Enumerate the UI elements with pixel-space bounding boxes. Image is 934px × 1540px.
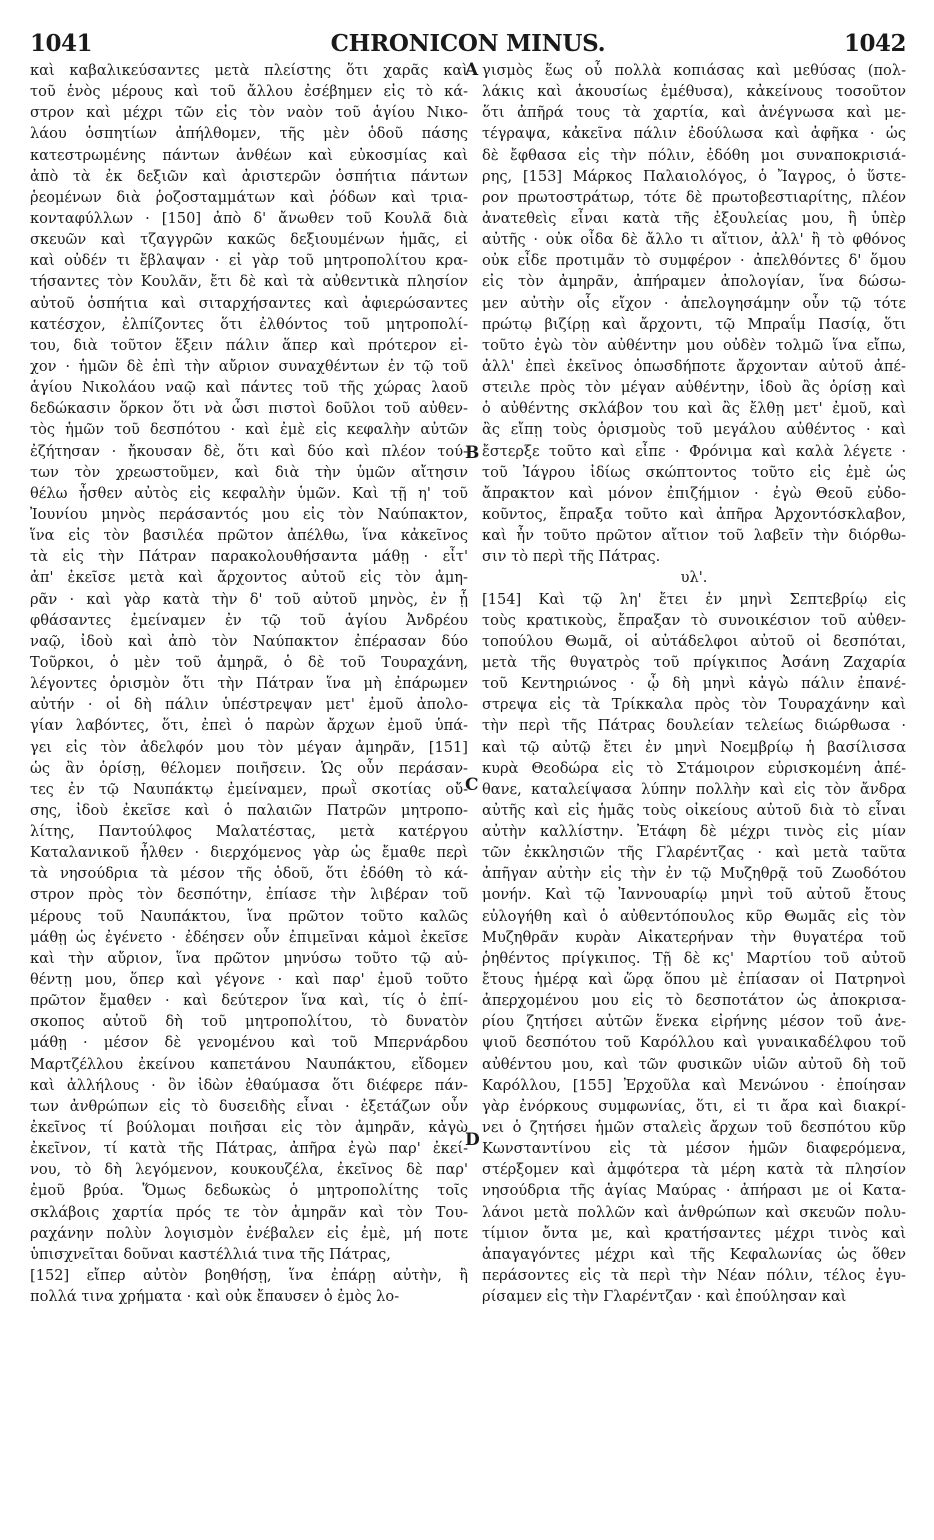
text-line: σιν τὸ περὶ τῆς Πάτρας.: [482, 548, 661, 566]
text-line: ραχάνην πολὺν λογισμὸν ἐνέβαλεν εἰς ἐμὲ, μή ποτε: [30, 1224, 468, 1242]
margin-letter-c: C: [465, 775, 479, 795]
text-line: σκλάβοις χαρτία πρός τε τὸν ἀμηρᾶν καὶ τὸν Του-: [30, 1203, 468, 1221]
text-line: περάσοντες εἰς τὰ περὶ τὴν Νέαν πόλιν, τέλος ἐγυ-: [482, 1267, 906, 1285]
page-number-left: 1041: [30, 30, 93, 57]
text-line: ρᾶν · καὶ γὰρ κατὰ τὴν δ' τοῦ αὐτοῦ μηνὸς, ἐν ᾗ: [30, 590, 468, 608]
margin-letter-d: D: [465, 1130, 480, 1150]
text-line: ἐζήτησαν · ἤκουσαν δὲ, ὅτι καὶ δύο καὶ πλέον τού-: [30, 442, 468, 460]
text-line: δεδώκασιν ὅρκον ὅτι νὰ ὦσι πιστοὶ δοῦλοι τοῦ αὐθεν-: [30, 400, 468, 418]
text-line: πολλά τινα χρήματα · καὶ οὐκ ἔπαυσεν ὁ ἐμὸς λο-: [30, 1288, 400, 1306]
text-line: κυρὰ Θεοδώρα εἰς τὸ Στάμοιρον εὑρισκομένη ἀπέ-: [482, 759, 906, 777]
text-line: ἀλλ' ἐπεὶ ἐκεῖνος ὁπωσδήποτε ἄρχονταν αὐτοῦ ἀπέ-: [482, 357, 906, 375]
text-line: ἂς εἴπῃ τοὺς ὁρισμοὺς τοῦ μεγάλου αὐθέντος · καὶ: [482, 421, 906, 439]
text-line: τες ἐν τῷ Ναυπάκτῳ ἐμείναμεν, πρωῒ σκοτίας οὔ-: [30, 780, 468, 798]
text-line: γὰρ ἐνόρκους συμφωνίας, ὅτι, εἰ τι ἄρα καὶ διακρί-: [482, 1097, 906, 1115]
text-line: εἰς τὸν ἀμηρᾶν, ἀπήραμεν ἀπολογίαν, ἵνα δώσω-: [482, 273, 906, 291]
text-line: κατέσχον, ἐλπίζοντες ὅτι ἐλθόντος τοῦ μητροπολί-: [30, 315, 468, 333]
text-line: λίτης, Παντούλφος Μαλατέστας, μετὰ κατέργου: [30, 823, 468, 841]
text-line: κοῦντος, ἔπραξα τοῦτο καὶ ἀπῆρα Ἀρχοντόσκλαβον,: [482, 505, 906, 523]
running-title: CHRONICON MINUS.: [330, 30, 606, 57]
text-line: ἀπὸ τὰ ἐκ δεξιῶν καὶ ἀριστερῶν ὁσπήτια πάντων: [30, 167, 468, 185]
text-line: γίαν λαβόντες, ὅτι, ἐπεὶ ὁ παρὼν ἄρχων ἐμοῦ ὑπά-: [30, 717, 468, 735]
text-line: αὐτῆς καὶ εἰς ἡμᾶς τοὺς οἰκείους αὐτοῦ διὰ τὸ εἶναι: [482, 801, 906, 819]
text-line: τίμιον ὄντα με, καὶ κρατήσαντες μέχρι τινὸς καὶ: [482, 1224, 906, 1242]
text-line: χον · ἡμῶν δὲ ἐπὶ τὴν αὔριον συναχθέντων ἐν τῷ τοῦ: [30, 357, 468, 375]
text-line: λέγοντες ὁρισμὸν ὅτι τὴν Πάτραν ἵνα μὴ ἐπάρωμεν: [30, 675, 468, 693]
text-line: Μυζηθρᾶν κυρὰν Αἰκατερήναν τὴν θυγατέρα τοῦ: [482, 928, 906, 946]
right-column: [482, 60, 906, 1307]
text-line: υλ'.: [680, 569, 708, 587]
text-line: μέρους τοῦ Ναυπάκτου, ἵνα πρῶτον τοῦτο καλῶς: [30, 907, 468, 925]
text-line: Μαρτζέλλου ἐκείνου καπετάνου Ναυπάκτου, εἴδομεν: [30, 1055, 468, 1073]
text-line: τοὺς κρατικοὺς, ἔπραξαν τὸ συνοικέσιον τοῦ αὐθεν-: [482, 611, 906, 629]
text-line: νει ὁ ζητήσει ἡμῶν σταλεὶς ἄρχων τοῦ δεσπότου κῦρ: [482, 1119, 906, 1137]
text-line: ἵνα εἰς τὸν βασιλέα πρῶτον ἀπέλθω, ἵνα κἀκεῖνος: [30, 527, 468, 545]
text-line: μάθῃ · μέσον δὲ γενομένου καὶ τοῦ Μπερνάρδου: [30, 1034, 468, 1052]
text-line: αὐτήν · οἱ δὴ πάλιν ὑπέστρεψαν μετ' ἐμοῦ ἀπολο-: [30, 696, 468, 714]
text-line: τῶν ἐκκλησιῶν τῆς Γλαρέντζας · καὶ μετὰ ταῦτα: [482, 844, 906, 862]
text-line: γει εἰς τὸν ἀδελφόν μου τὸν μέγαν ἀμηρᾶν, [151]: [30, 738, 468, 756]
text-line: ναῷ, ἰδοὺ καὶ ἀπὸ τὸν Ναύπακτον ἐπέρασαν δύο: [30, 632, 468, 650]
text-line: στέρξομεν καὶ ἀμφότερα τὰ μέρη κατὰ τὰ πλησίον: [482, 1161, 906, 1179]
text-line: Καρόλλου, [155] Ἐρχοῦλα καὶ Μενώνου · ἐποίησαν: [482, 1076, 906, 1094]
text-line: ὅτι ἀπῆρά τους τὰ χαρτία, καὶ ἀνέγνωσα καὶ με-: [482, 104, 906, 122]
text-line: μάθῃ ὡς ἐγένετο · ἐδέησεν οὖν ἐπιμεῖναι κἀμοὶ ἐκεῖσε: [30, 928, 468, 946]
text-line: μονήν. Καὶ τῷ Ἰαννουαρίῳ μηνὶ τοῦ αὐτοῦ ἔτους: [482, 886, 906, 904]
text-line: καὶ τὴν αὔριον, ἵνα πρῶτον μηνύσω τοῦτο τῷ αὐ-: [30, 949, 468, 967]
text-line: τοῦ Ἰάγρου ἰδίως σκώπτοντος τοῦτο εἰς ἐμὲ ὡς: [482, 463, 906, 481]
text-line: ρης, [153] Μάρκος Παλαιολόγος, ὁ Ἴαγρος, ὁ ὕστε-: [482, 167, 906, 185]
text-line: κατεστρωμένης πάντων ἀνθέων καὶ εὐκοσμίας καὶ: [30, 146, 468, 164]
text-line: ὁ αὐθέντης σκλάβον του καὶ ἂς ἔλθῃ μετ' ἐμοῦ, καὶ: [482, 400, 906, 418]
text-line: ἀπῆγαν αὐτὴν εἰς τὴν ἐν τῷ Μυζηθρᾷ τοῦ Ζωοδότου: [482, 865, 906, 883]
text-line: θέλω ἦσθεν αὐτὸς εἰς κεφαλὴν ὑμῶν. Καὶ τῇ η' τοῦ: [30, 484, 468, 502]
text-line: Κωνσταντίνου εἰς τὰ μέσον ἡμῶν διαφερόμενα,: [482, 1140, 906, 1158]
text-line: στρον καὶ μέχρι τῶν εἰς τὸν ναὸν τοῦ ἁγίου Νικο-: [30, 104, 468, 122]
text-line: σκοπος αὐτοῦ δὴ τοῦ μητροπολίτου, τὸ δυνατὸν: [30, 1013, 468, 1031]
text-line: αὐτοῦ ὁσπήτια καὶ σιταρχήσαντες καὶ ἀφιερώσαντες: [30, 294, 468, 312]
text-line: καὶ ἀλλήλους · ὃν ἰδὼν ἐθαύμασα ὅτι διέφερε πάν-: [30, 1076, 468, 1094]
text-line: ἔτους ἡμέρᾳ καὶ ὥρᾳ ὅπου μὲ ἐπίασαν οἱ Πατρηνοὶ: [482, 971, 906, 989]
text-line: γισμὸς ἕως οὗ πολλὰ κοπιάσας καὶ μεθύσας (πολ-: [482, 62, 906, 79]
text-line: τὰ νησούδρια τὰ μέσον τῆς ὁδοῦ, ὅτι ἐδόθη τὸ κά-: [30, 865, 468, 883]
text-line: λάου ὁσπητίων ἀπήλθομεν, τῆς μὲν ὁδοῦ πάσης: [30, 125, 468, 143]
text-line: των τὸν χρεωστοῦμεν, καὶ διὰ τὴν ὑμῶν αἴτησιν: [30, 463, 468, 481]
text-line: ὡς ἂν ὁρίσῃ, θέλομεν ποιῆσειν. Ὡς οὖν περάσαν-: [30, 759, 468, 777]
text-line: [152] εἴπερ αὐτὸν βοηθήσῃ, ἵνα ἐπάρῃ αὐτὴν, ἢ: [30, 1267, 468, 1285]
text-line: τοῦτο ἐγὼ τὸν αὐθέντην μου οὐδὲν τολμῶ ἵνα εἴπω,: [482, 336, 906, 354]
text-line: ῥηθέντος πρίγκιπος. Τῇ δὲ κς' Μαρτίου τοῦ αὐτοῦ: [482, 949, 906, 967]
text-line: Ἰουνίου μηνὸς περάσαντός μου εἰς τὸν Ναύπακτον,: [30, 505, 468, 523]
text-line: αὐτὴν καλλίστην. Ἐτάφη δὲ μέχρι τινὸς εἰς μίαν: [482, 823, 906, 841]
text-line: ρίσαμεν εἰς τὴν Γλαρέντζαν · καὶ ἐπούλησαν καὶ: [482, 1288, 847, 1306]
text-line: ἄπρακτον καὶ μόνον ἐπιζήμιον · ἐγὼ Θεοῦ εὐδο-: [482, 484, 906, 502]
text-line: ρον πρωτοστράτωρ, τότε δὲ πρωτοβεστιαρίτης, πλέον: [482, 188, 906, 206]
text-line: στρεψα εἰς τὰ Τρίκκαλα πρὸς τὸν Τουραχάνην καὶ: [482, 696, 906, 714]
margin-letter-a: A: [465, 60, 479, 80]
text-line: ἔστερξε τοῦτο καὶ εἶπε · Φρόνιμα καὶ καλὰ λέγετε ·: [482, 442, 906, 460]
text-line: δὲ ἔφθασα εἰς τὴν πόλιν, ἐδόθη μοι συναποκρισιά-: [482, 146, 906, 164]
text-line: φθάσαντες ἐμείναμεν ἐν τῷ τοῦ ἁγίου Ἀνδρέου: [30, 611, 468, 629]
text-line: θέντῃ μου, ὅπερ καὶ γέγονε · καὶ παρ' ἐμοῦ τοῦτο: [30, 971, 468, 989]
text-line: στειλε πρὸς τὸν μέγαν αὐθέντην, ἰδοὺ ἂς ὁρίσῃ καὶ: [482, 379, 906, 397]
text-line: μεν αὐτὴν οἷς εἴχον · ἀπελογησάμην οὖν τῷ τότε: [482, 294, 906, 312]
text-line: ἁγίου Νικολάου ναῷ καὶ πάντες τοῦ τῆς χώρας λαοῦ: [30, 379, 468, 397]
text-line: τὸς ἡμῶν τοῦ δεσπότου · καὶ ἐμὲ εἰς κεφαλὴν αὐτῶν: [30, 421, 468, 439]
margin-letter-b: B: [465, 443, 480, 463]
text-line: Τοῦρκοι, ὁ μὲν τοῦ ἀμηρᾶ, ὁ δὲ τοῦ Τουραχάνη,: [30, 653, 468, 671]
text-line: ἀπαγαγόντες μέχρι καὶ τῆς Κεφαλωνίας ὡς ὅθεν: [482, 1245, 906, 1263]
text-line: τὴν περὶ τῆς Πάτρας δουλείαν τελείως διώρθωσα ·: [482, 717, 906, 735]
text-line: ἐκεῖνον, τί κατὰ τῆς Πάτρας, ἀπῆρα ἐγὼ παρ' ἐκεί-: [30, 1140, 468, 1158]
text-line: Καταλανικοῦ ἦλθεν · διερχόμενος γὰρ ὡς ἔμαθε περὶ: [30, 844, 468, 862]
text-line: τοῦ Κεντηριώνος · ᾧ δὴ μηνὶ κἀγὼ πάλιν ἐπανέ-: [482, 675, 906, 693]
text-line: τήσαντες τὸν Κουλᾶν, ἔτι δὲ καὶ τὰ αὐθεντικὰ πλησίον: [30, 273, 468, 291]
text-line: νου, τὸ δὴ λεγόμενον, κουκουζέλα, ἐκεῖνος δὲ παρ': [30, 1161, 468, 1179]
text-line: καὶ ἦν τοῦτο πρῶτον αἴτιον τοῦ λαβεῖν τὴν διόρθω-: [482, 527, 906, 545]
text-line: κονταφύλλων · [150] ἀπὸ δ' ἄνωθεν τοῦ Κουλᾶ διὰ: [30, 209, 468, 227]
text-line: λάκις καὶ ἀκουσίως ἐμέθυσα), κἀκείνους τοσοῦτον: [482, 83, 906, 101]
text-line: αὐθέντου μου, καὶ τῶν φυσικῶν υἱῶν αὐτοῦ δὴ τοῦ: [482, 1055, 906, 1073]
text-line: ἀνατεθεὶς εἶναι κατὰ τῆς ἐξουλείας μου, ἢ ὑπὲρ: [482, 209, 906, 227]
text-line: πρῶτον ἔμαθεν · καὶ δεύτερον ἵνα καὶ, τίς ὁ ἐπί-: [30, 992, 468, 1010]
text-line: τὰ εἰς τὴν Πάτραν παρακολουθήσαντα μάθῃ · εἶτ': [30, 548, 468, 566]
text-line: ἐκεῖνος τί βούλομαι ποιῆσαι εἰς τὸν ἀμηρᾶν, κἀγὼ: [30, 1119, 468, 1137]
text-line: ἐμοῦ βρύα. Ὅμως δεδωκὼς ὁ μητροπολίτης τοῖς: [30, 1182, 468, 1200]
text-line: του, διὰ τοῦτον ἕξειν πάλιν ἅπερ καὶ πρότερον εἰ-: [30, 336, 468, 354]
text-line: τέγραψα, κἀκεῖνα πάλιν ἐδούλωσα καὶ ἀφῆκα · ὡς: [482, 125, 906, 143]
text-line: ῥεομένων διὰ ῥοζοσταμμάτων καὶ ῥόδων καὶ τρια-: [30, 188, 468, 206]
text-line: ὑπισχνεῖται δοῦναι καστέλλιά τινα τῆς Πάτρας,: [30, 1245, 391, 1263]
text-line: θανε, καταλείψασα λύπην πολλὴν καὶ εἰς τὸν ἄνδρα: [482, 780, 906, 798]
text-line: ἀπ' ἐκεῖσε μετὰ καὶ ἄρχοντος αὐτοῦ εἰς τὸν ἀμη-: [30, 569, 468, 587]
text-line: εὐλογήθη καὶ ὁ αὐθεντόπουλος κῦρ Θωμᾶς εἰς τὸν: [482, 907, 906, 925]
text-line: τοῦ ἑνὸς μέρους καὶ τοῦ ἄλλου ἐσέβημεν εἰς τὸ κά-: [30, 83, 468, 101]
page-number-right: 1042: [843, 30, 906, 57]
text-line: των ἀνθρώπων εἰς τὸ δυσειδὴς εἶναι · ἐξετάζων οὖν: [30, 1097, 468, 1115]
text-line: καὶ οὐδέν τι ἔβλαψαν · εἰ γὰρ τοῦ μητροπολίτου κρα-: [30, 252, 468, 270]
text-line: [154] Καὶ τῷ λη' ἔτει ἐν μηνὶ Σεπτεβρίῳ εἰς: [482, 590, 906, 608]
text-line: νησούδρια τῆς ἁγίας Μαύρας · ἀπήρασι με οἱ Κατα-: [482, 1182, 906, 1200]
text-line: αὐτῆς · οὐκ οἶδα δὲ ἄλλο τι αἴτιον, ἀλλ' ἢ τὸ φθόνος: [482, 231, 906, 249]
text-line: τοπούλου Θωμᾶ, οἱ αὐτάδελφοι αὐτοῦ οἱ δεσπόται,: [482, 632, 906, 650]
text-line: μετὰ τῆς θυγατρὸς τοῦ πρίγκιπος Ἀσάνη Ζαχαρία: [482, 653, 906, 671]
text-line: οὐκ εἶδε προτιμᾶν τὸ συμφέρον · ἀπελθόντες δ' ὅμου: [482, 252, 906, 270]
page-header: [30, 30, 906, 60]
text-line: λάνοι μετὰ πολλῶν καὶ ἀνθρώπων καὶ σκευῶν πολυ-: [482, 1203, 906, 1221]
text-line: ἀπερχομένου μου εἰς τὸ δεσποτάτον ὡς ἀποκρισα-: [482, 992, 906, 1010]
text-line: ψιοῦ δεσπότου τοῦ Καρόλλου καὶ γυναικαδέλφου τοῦ: [482, 1034, 906, 1052]
left-column: [30, 60, 468, 1307]
text-line: καὶ καβαλικεύσαντες μετὰ πλείστης ὅτι χαρᾶς καὶ: [30, 62, 468, 79]
text-line: στρον πρὸς τὸν δεσπότην, ἐπίασε τὴν λιβέραν τοῦ: [30, 886, 468, 904]
text-line: καὶ τῷ αὐτῷ ἔτει ἐν μηνὶ Νοεμβρίῳ ἡ βασίλισσα: [482, 738, 906, 756]
text-line: πρώτῳ βιζίρῃ καὶ ἄρχοντι, τῷ Μπραΐμ Πασίᾳ, ὅτι: [482, 315, 906, 333]
text-line: σης, ἰδοὺ ἐκεῖσε καὶ ὁ παλαιῶν Πατρῶν μητροπο-: [30, 801, 468, 819]
text-line: ρίου ζητήσει αὐτῶν ἕνεκα εἰρήνης μέσον τοῦ ἀνε-: [482, 1013, 906, 1031]
text-line: σκευῶν καὶ τζαγγρῶν κακῶς δεξιουμένων ἡμᾶς, εἰ: [30, 231, 468, 249]
